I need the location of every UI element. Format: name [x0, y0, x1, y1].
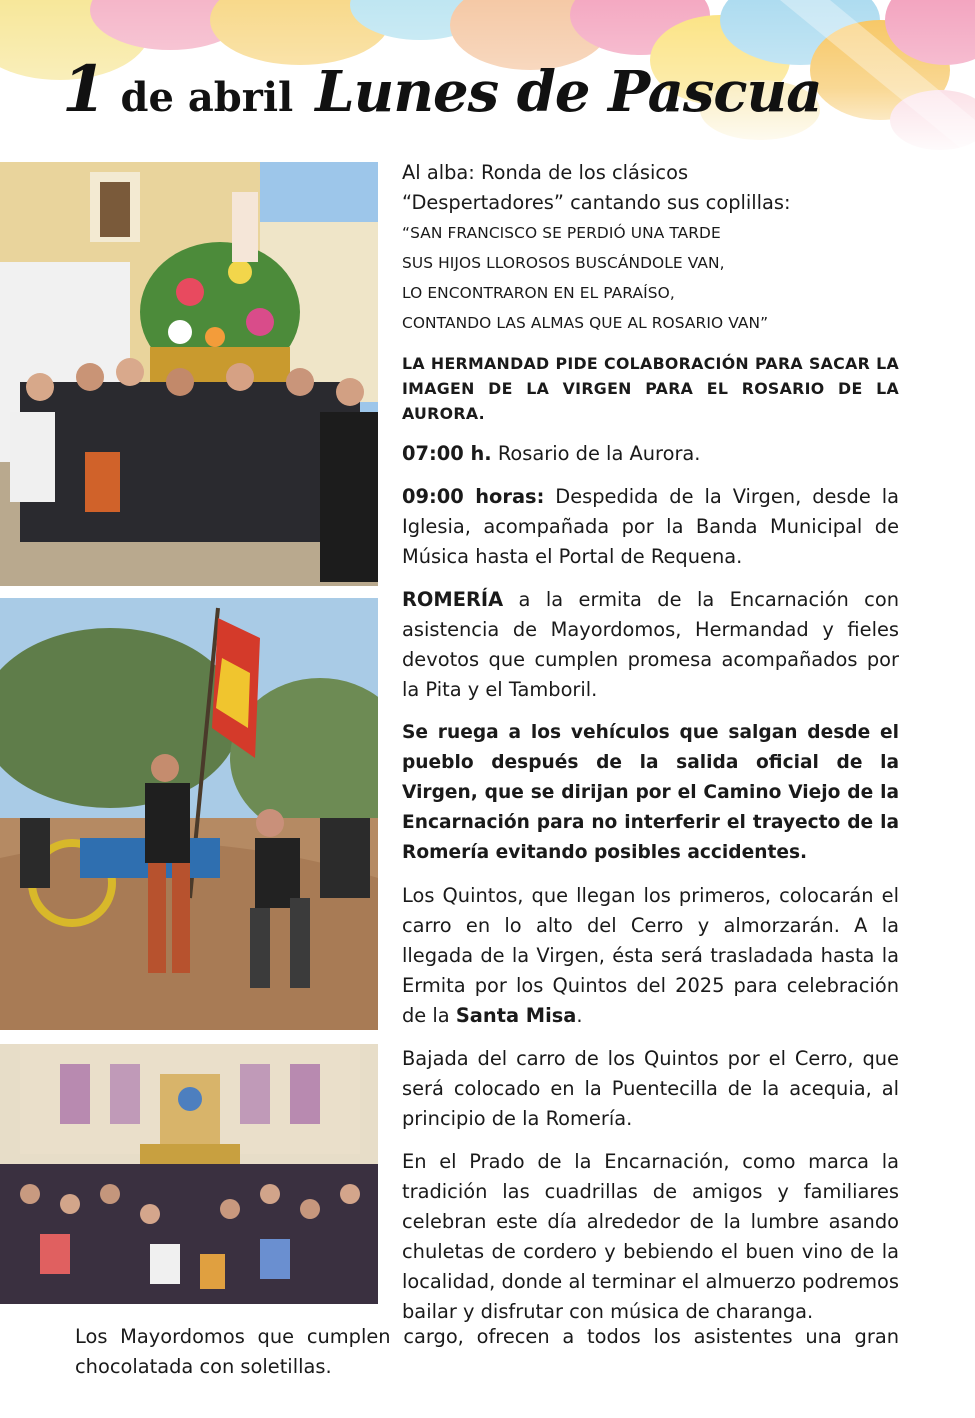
footer-paragraph: Los Mayordomos que cumplen cargo, ofrecen a todos los asistentes una gran chocolatada con soletillas. [75, 1325, 899, 1378]
romeria-text: a la ermita de la Encarnación con asistencia de Mayordomos, Hermandad y fieles devotos que cumplen promesa acompañados por la Pita y el Tamboril. [402, 588, 899, 701]
program-text [402, 158, 899, 1340]
schedule-text: Despedida de la Virgen, desde la Iglesia, acompañada por la Banda Municipal de Música hasta el Portal de Requena. [402, 485, 899, 568]
quintos-end: . [576, 1004, 583, 1027]
photo-church-mass [0, 1044, 378, 1304]
schedule-text: Rosario de la Aurora. [491, 442, 701, 465]
title-month: de abril [120, 74, 294, 121]
bajada-paragraph: Bajada del carro de los Quintos por el Cerro, que será colocado en la Puentecilla de la acequia, al principio de la Romería. [402, 1047, 899, 1130]
intro-line-1: Al alba: Ronda de los clásicos [402, 161, 689, 184]
schedule-item [402, 439, 899, 469]
verse-line: LO ENCONTRARON EN EL PARAÍSO, [402, 284, 675, 302]
verse-line: SUS HIJOS LLOROSOS BUSCÁNDOLE VAN, [402, 254, 725, 272]
quintos-paragraph [402, 881, 899, 1031]
title-day-name: Lunes de Pascua [315, 59, 822, 125]
schedule-time: 09:00 horas: [402, 485, 545, 508]
schedule-time: 07:00 h. [402, 442, 492, 465]
verse-line: “SAN FRANCISCO SE PERDIÓ UNA TARDE [402, 224, 721, 242]
hermandad-notice: LA HERMANDAD PIDE COLABORACIÓN PARA SACAR LA IMAGEN DE LA VIRGEN PARA EL ROSARIO DE LA AURORA. [402, 354, 899, 423]
romeria-paragraph [402, 585, 899, 705]
photo-procession [0, 162, 378, 586]
romeria-lead: ROMERÍA [402, 588, 504, 611]
photo-quintos-cart [0, 598, 378, 1030]
verse [402, 218, 899, 338]
quintos-text: Los Quintos, que llegan los primeros, colocarán el carro en lo alto del Cerro y almorzarán. A la llegada de la Virgen, ésta será trasladada hasta la Ermita por los Quintos del 2025 para celebración de la [402, 884, 899, 1027]
title-day: 1 [62, 52, 107, 127]
verse-line: CONTANDO LAS ALMAS QUE AL ROSARIO VAN” [402, 314, 769, 332]
intro-text [402, 158, 899, 218]
prado-paragraph: En el Prado de la Encarnación, como marca la tradición las cuadrillas de amigos y familiares celebran este día alrededor de la lumbre asando chuletas de cordero y bebiendo el buen vino de la localidad, donde al terminar el almuerzo podremos bailar y disfrutar con música de charanga. [402, 1150, 899, 1323]
intro-line-2: “Despertadores” cantando sus coplillas: [402, 191, 791, 214]
page-title [62, 52, 822, 142]
schedule-item [402, 482, 899, 572]
vehicle-warning: Se ruega a los vehículos que salgan desde el pueblo después de la salida oficial de la Virgen, que se dirijan por el Camino Viejo de la Encarnación para no interferir el trayecto de la Romería evitando posibles accidentes. [402, 722, 899, 863]
santa-misa: Santa Misa [455, 1004, 577, 1027]
header-banner [0, 0, 975, 160]
